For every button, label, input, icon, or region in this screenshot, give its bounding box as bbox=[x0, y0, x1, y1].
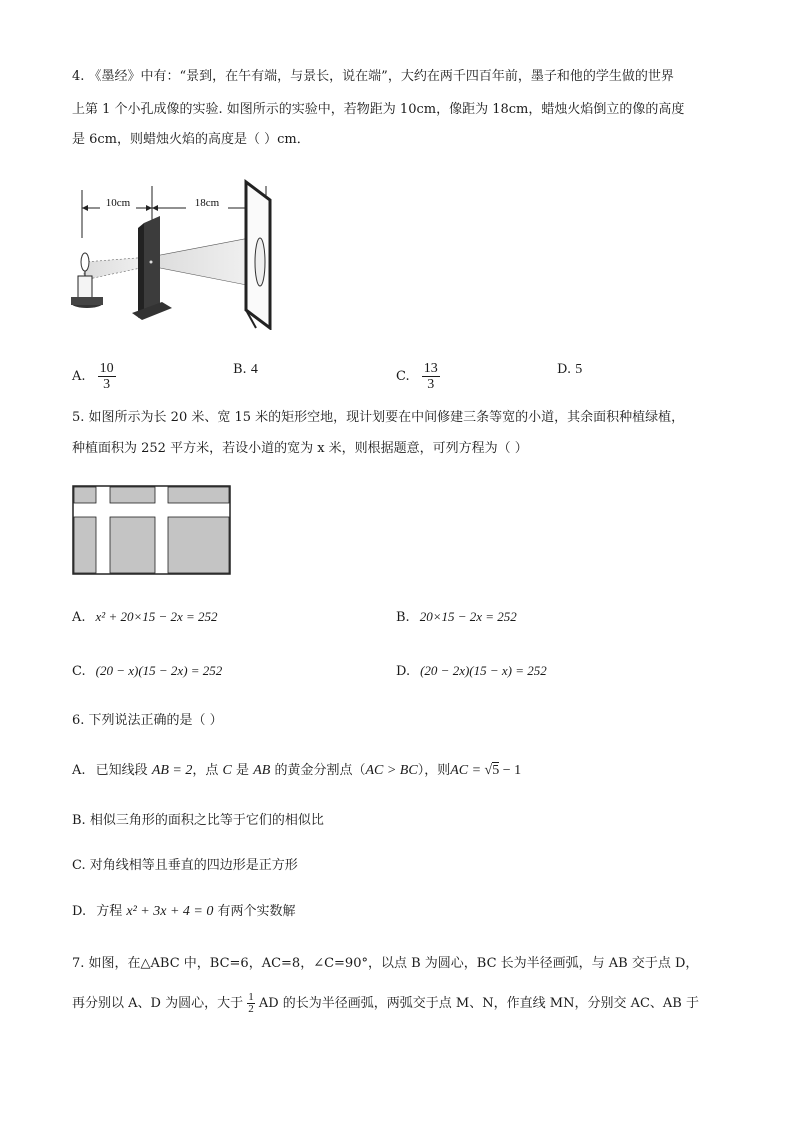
q4-option-c-fraction bbox=[422, 361, 440, 392]
q4-option-d-value: 5 bbox=[575, 362, 583, 377]
q6-option-d-letter: D. bbox=[72, 904, 87, 919]
q7-half-numerator: 1 bbox=[248, 991, 254, 1003]
q6-option-a[interactable] bbox=[72, 762, 521, 780]
q4-option-b-letter: B. bbox=[233, 362, 247, 377]
q7-stem-line-1: 7. 如图，在△ABC 中，BC=6，AC=8，∠C=90°，以点 B 为圆心，BC 长为半径画弧，与 AB 交于点 D， bbox=[72, 956, 699, 971]
q5-option-a-letter: A. bbox=[72, 610, 86, 625]
q4-option-a-letter: A. bbox=[72, 369, 86, 384]
q4-stem-line-3: 是 6cm，则蜡烛火焰的高度是（ ）cm． bbox=[72, 132, 310, 147]
q4-option-c[interactable] bbox=[396, 361, 440, 392]
q6-option-c[interactable]: C. 对角线相等且垂直的四边形是正方形 bbox=[72, 858, 298, 873]
pinhole-camera-figure bbox=[70, 178, 285, 330]
q5-option-c[interactable] bbox=[72, 662, 222, 681]
q4-stem-line-1: 4. 《墨经》中有：“景到，在午有端，与景长，说在端”，大约在两千四百年前，墨子和他的学生做的世界 bbox=[72, 69, 674, 84]
garden-paths-figure bbox=[72, 485, 232, 577]
q6-option-a-text-2: ，点 bbox=[192, 763, 219, 778]
q5-option-d[interactable] bbox=[396, 662, 547, 681]
q4-option-a-numerator: 10 bbox=[99, 361, 114, 376]
q5-option-c-letter: C. bbox=[72, 664, 86, 679]
q6-option-a-segment-ab: AB bbox=[253, 763, 271, 778]
q7-half-fraction bbox=[247, 992, 255, 1015]
q4-option-a-denominator: 3 bbox=[103, 377, 111, 392]
q6-option-a-text-1: 已知线段 bbox=[95, 763, 148, 778]
q6-option-a-text-5: ），则 bbox=[417, 763, 451, 778]
q6-option-a-eq-2-lhs: AC = bbox=[450, 763, 485, 778]
q5-option-c-expression: (20 − x)(15 − 2x) = 252 bbox=[95, 663, 223, 678]
q6-option-a-point-c: C bbox=[222, 763, 232, 778]
q4-option-c-letter: C. bbox=[396, 369, 410, 384]
q6-option-a-text-3: 是 bbox=[236, 763, 250, 778]
q7-stem-line-2 bbox=[72, 992, 699, 1015]
q6-option-b[interactable]: B. 相似三角形的面积之比等于它们的相似比 bbox=[72, 813, 324, 828]
q5-stem-line-2: 种植面积为 252 平方米，若设小道的宽为 x 米，则根据题意，可列方程为（ ） bbox=[72, 441, 528, 456]
image-distance-label: 18cm bbox=[194, 197, 220, 209]
q5-stem-line-1: 5. 如图所示为长 20 米、宽 15 米的矩形空地，现计划要在中间修建三条等宽的小道，其余面积种植绿植， bbox=[72, 410, 685, 425]
q4-option-d-letter: D. bbox=[557, 362, 572, 377]
q4-option-c-denominator: 3 bbox=[427, 377, 435, 392]
q6-option-d[interactable] bbox=[72, 903, 296, 921]
q6-option-d-text-1: 方程 bbox=[96, 904, 123, 919]
q6-option-a-text-4: 的黄金分割点（ bbox=[274, 763, 366, 778]
q6-option-d-text-2: 有两个实数解 bbox=[217, 904, 296, 919]
q7-line-2-part-b: AD 的长为半径画弧，两弧交于点 M、N，作直线 MN，分别交 AC、AB 于 bbox=[258, 996, 699, 1011]
q5-option-a-expression: x² + 20×15 − 2x = 252 bbox=[95, 609, 218, 624]
q7-line-2-part-a: 再分别以 A、D 为圆心，大于 bbox=[72, 996, 244, 1011]
q4-option-b[interactable] bbox=[233, 361, 258, 379]
object-distance-label: 10cm bbox=[105, 197, 131, 209]
q5-option-b-letter: B. bbox=[396, 610, 410, 625]
q5-option-b-expression: 20×15 − 2x = 252 bbox=[419, 609, 517, 624]
sqrt-symbol: √ bbox=[484, 763, 493, 778]
q7-half-denominator: 2 bbox=[248, 1003, 254, 1015]
q6-option-a-radicand: 5 bbox=[492, 763, 500, 778]
q5-option-b[interactable] bbox=[396, 608, 517, 627]
q6-option-a-eq-2-rhs: − 1 bbox=[499, 763, 522, 778]
q4-option-d[interactable] bbox=[557, 361, 582, 379]
q6-option-d-equation: x² + 3x + 4 = 0 bbox=[126, 904, 214, 919]
q4-stem-line-2: 上第 1 个小孔成像的实验. 如图所示的实验中，若物距为 10cm，像距为 18cm，蜡烛火焰倒立的像的高度 bbox=[72, 102, 685, 117]
q5-option-d-letter: D. bbox=[396, 664, 411, 679]
q6-stem: 6. 下列说法正确的是（ ） bbox=[72, 713, 223, 728]
q4-option-b-value: 4 bbox=[250, 362, 258, 377]
q6-option-a-letter: A. bbox=[72, 763, 86, 778]
q4-option-c-numerator: 13 bbox=[423, 361, 438, 376]
q4-option-a-fraction bbox=[98, 361, 116, 392]
q5-option-a[interactable] bbox=[72, 608, 218, 627]
q6-option-a-condition: AC > BC bbox=[365, 763, 418, 778]
q4-option-a[interactable] bbox=[72, 361, 116, 392]
q6-option-a-eq-1: AB = 2 bbox=[151, 763, 193, 778]
q5-option-d-expression: (20 − 2x)(15 − x) = 252 bbox=[420, 663, 547, 678]
